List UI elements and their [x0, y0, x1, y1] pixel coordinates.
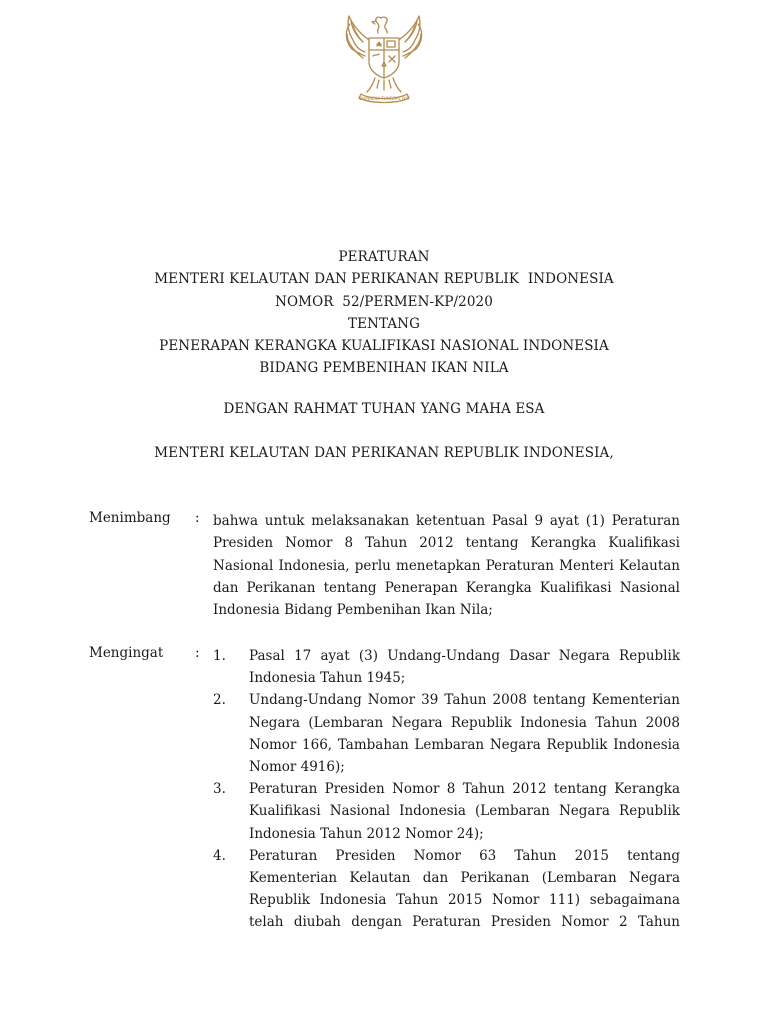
menimbang-text: bahwa untuk melaksanakan ketentuan Pasal 9 ayat (1) Peraturan Presiden Nomor 8 Tahun 2012 tentang Kerangka Kualifikasi Nasional Indonesia, perlu menetapkan Peraturan Menteri Kelautan dan Perikanan tentang Penerapan Kerangka Kualifikasi Nasional Indonesia Bidang Pembenihan Ikan Nila; [213, 513, 680, 619]
title-line-bidang: BIDANG PEMBENIHAN IKAN NILA [259, 360, 509, 377]
menteri-heading: MENTERI KELAUTAN DAN PERIKANAN REPUBLIK INDONESIA, [154, 445, 614, 461]
list-item [213, 645, 680, 689]
list-item-text: Peraturan Presiden Nomor 8 Tahun 2012 tentang Kerangka Kualifikasi Nasional Indonesia (Lembaran Negara Republik Indonesia Tahun 2012 Nomor 24); [249, 781, 680, 842]
list-item-text: Undang-Undang Nomor 39 Tahun 2008 tentang Kementerian Negara (Lembaran Negara Republik Indonesia Tahun 2008 Nomor 166, Tambahan Lembaran Negara Republik Indonesia Nomor 4916); [249, 692, 680, 776]
garuda-emblem-icon [331, 12, 437, 108]
mengingat-label: Mengingat [89, 645, 164, 661]
rahmat-heading: DENGAN RAHMAT TUHAN YANG MAHA ESA [223, 401, 545, 417]
title-line-penerapan: PENERAPAN KERANGKA KUALIFIKASI NASIONAL INDONESIA [159, 338, 609, 355]
list-item-number: 1. [213, 648, 226, 664]
menimbang-label: Menimbang [89, 510, 171, 526]
list-item-text: Peraturan Presiden Nomor 63 Tahun 2015 tentang Kementerian Kelautan dan Perikanan (Lembaran Negara Republik Indonesia Tahun 2015 Nomor 111) sebagaimana telah diubah dengan Peraturan Presiden Nomor 2 Tahun [249, 847, 680, 931]
regulation-title-block [0, 246, 768, 380]
title-line-peraturan: PERATURAN [338, 249, 430, 265]
list-item [213, 778, 680, 845]
mengingat-colon: : [195, 645, 200, 661]
list-item [213, 689, 680, 778]
title-line-menteri: MENTERI KELAUTAN DAN PERIKANAN REPUBLIK INDONESIA [154, 271, 614, 288]
menimbang-colon: : [195, 510, 200, 526]
title-line-tentang: TENTANG [348, 315, 420, 332]
list-item [213, 845, 680, 934]
title-line-nomor: NOMOR 52/PERMEN-KP/2020 [275, 293, 493, 310]
list-item-text: Pasal 17 ayat (3) Undang-Undang Dasar Negara Republik Indonesia Tahun 1945; [249, 648, 680, 687]
mengingat-list [213, 645, 680, 934]
svg-text:BHINNEKA TUNGGAL IKA: BHINNEKA TUNGGAL IKA [359, 96, 409, 101]
list-item-number: 2. [213, 692, 226, 709]
list-item-number: 3. [213, 781, 226, 798]
list-item-number: 4. [213, 847, 226, 864]
